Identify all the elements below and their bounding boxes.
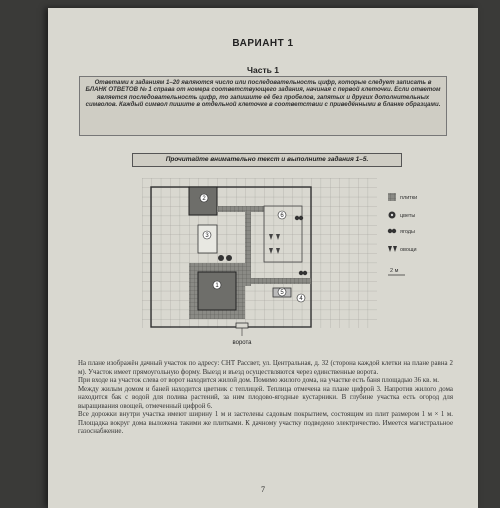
- path-top: [217, 206, 264, 212]
- flower-icon: [389, 212, 396, 219]
- legend-label-vegetables: овощи: [400, 247, 417, 253]
- document-page: [48, 8, 478, 508]
- plan-grid: [142, 178, 377, 328]
- vegetables-icon: [388, 246, 397, 252]
- tiles-icon: [388, 193, 396, 201]
- page-number: 7: [261, 485, 265, 494]
- house: [198, 272, 236, 310]
- legend-label-berries: ягоды: [400, 229, 415, 235]
- read-prompt-box: Прочитайте внимательно текст и выполните задания 1–5.: [132, 153, 402, 167]
- path-middle: [245, 206, 251, 286]
- plan-number-3: 3: [205, 233, 209, 239]
- plan-number-2: 2: [202, 196, 206, 202]
- plan-number-5: 5: [280, 290, 284, 296]
- part-title: Часть 1: [247, 65, 279, 75]
- paragraph: При входе на участок слева от ворот находится жилой дом. Помимо жилого дома, на участке есть баня площадью 36 кв. м.: [78, 377, 439, 385]
- berries-icon: [388, 229, 396, 233]
- scale-label: 2 м: [390, 268, 399, 274]
- plan-number-4: 4: [299, 296, 303, 302]
- paragraph: Между жилым домом и баней находится цветник с теплицей. Теплица отмечена на плане цифрой 3. Напротив жилого дома находится бак с водой для полива растений, за ним плодово-ягодные кустарники. В глубине участка есть огород для выращивания овощей, отмеченный цифрой 6.: [78, 385, 453, 410]
- task-text: [78, 360, 453, 437]
- plan-number-6: 6: [280, 213, 284, 219]
- instructions-box: Ответами к заданиям 1–20 являются число или последовательность цифр, которые следует записать в БЛАНК ОТВЕТОВ № 1 справа от номера соответствующего задания, начиная с первой клеточки. Если ответом является последовательность цифр, то запишите её без пробелов, запятых и других дополнительных символов. Каждый символ пишите в отдельной клеточке в соответствии с приведёнными в бланке образцами.: [79, 76, 447, 136]
- legend-label-flowers: цветы: [400, 213, 416, 219]
- gate: [236, 323, 248, 328]
- gate-label: ворота: [232, 340, 252, 346]
- site-plan: [142, 178, 452, 348]
- legend-label-tiles: плитки: [400, 195, 418, 201]
- paragraph: На плане изображён дачный участок по адресу: СНТ Рассвет, ул. Центральная, д. 32 (сторона каждой клетки на плане равна 2 м). Участок имеет прямоугольную форму. Выезд и въезд осуществляются через единственные ворота.: [78, 360, 453, 376]
- variant-title: ВАРИАНТ 1: [232, 38, 294, 49]
- path-right: [245, 278, 311, 284]
- plan-number-1: 1: [215, 283, 219, 289]
- paragraph: Все дорожки внутри участка имеют ширину 1 м и застелены садовым покрытием, состоящим из плит размером 1 м × 1 м. Площадка вокруг дома выложена такими же плитками. К дачному участку подведено электричество. Имеется магистральное газоснабжение.: [78, 411, 453, 436]
